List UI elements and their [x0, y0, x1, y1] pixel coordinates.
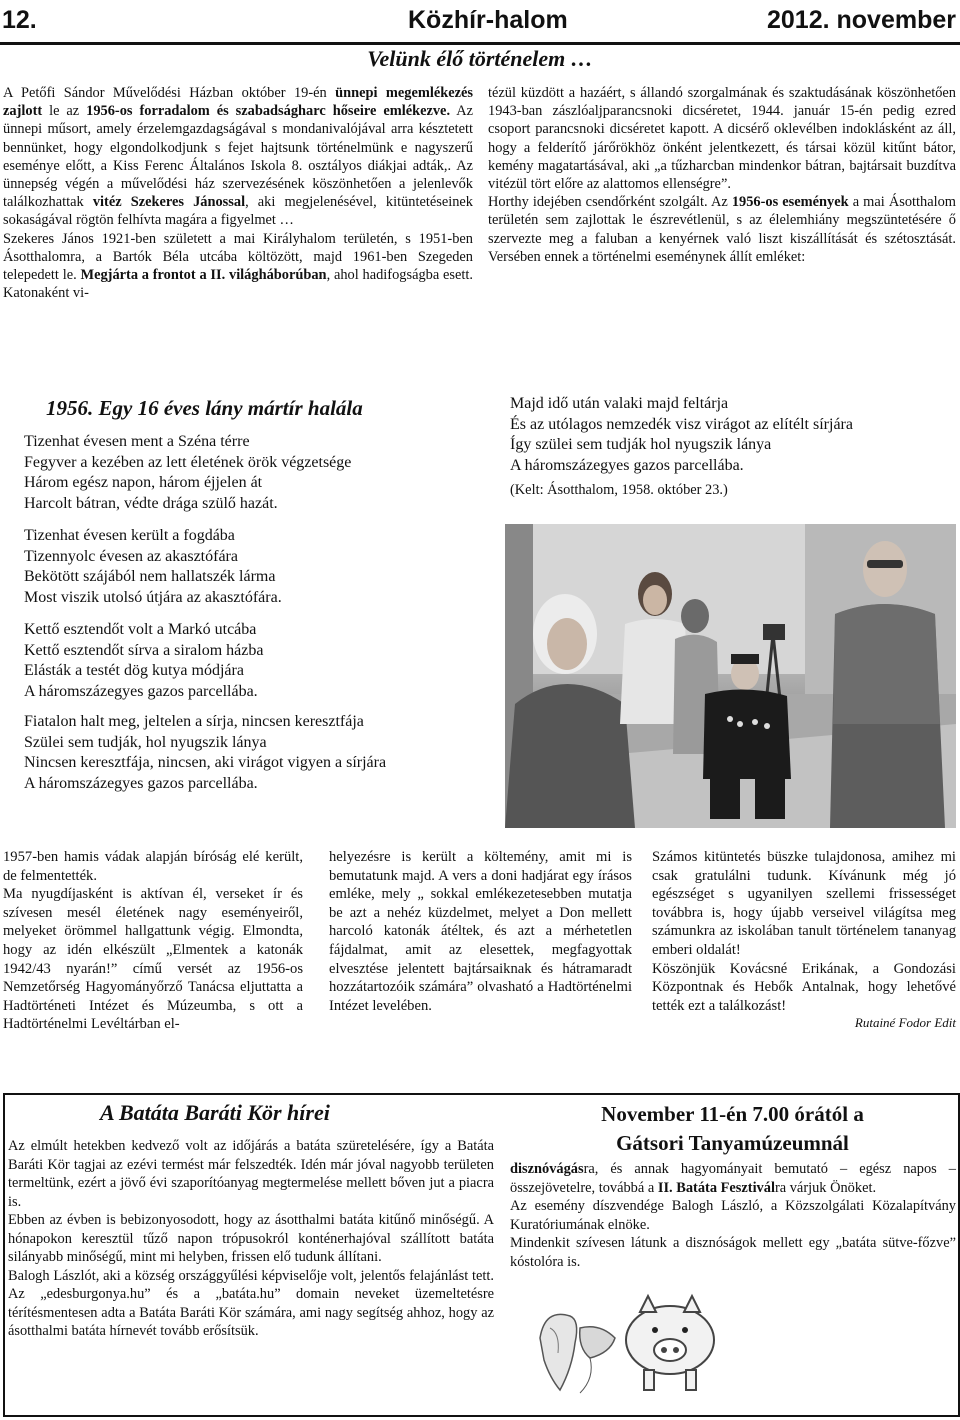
article-bio: Szekeres János 1921-ben született a mai Királyhalom területén, s 1951-ben Ásotthalomra, a Bartók Béla utcába költözött, majd 1961-ben Szegeden telepedett le. Megjárta a frontot a II. világháborúban, ahol hadifogságba esett. Katonaként vi-	[3, 230, 473, 302]
publication-title: Közhír-halom	[408, 6, 568, 34]
box-right-title-line: Gátsori Tanyamúzeumnál	[616, 1131, 849, 1155]
page-header	[0, 4, 960, 45]
pig-illustration	[610, 1290, 730, 1400]
poem-line: Kettő esztendőt sírva a siralom házba	[24, 641, 264, 659]
poem-line: Most viszik utolsó útjára az akasztófára.	[24, 588, 282, 606]
poem-line: Tizennyolc évesen az akasztófára	[24, 547, 238, 565]
photo-scene-icon	[505, 524, 956, 828]
poem-line: A háromszázegyes gazos parcellába.	[24, 682, 258, 700]
poem-line: És az utólagos nemzedék visz virágot az elítélt sírjára	[510, 415, 853, 433]
poem-continuation	[510, 394, 956, 501]
article-column-1	[3, 848, 303, 1034]
poem-line: Kettő esztendőt volt a Markó utcába	[24, 621, 257, 638]
poem-line: A háromszázegyes gazos parcellába.	[24, 774, 258, 792]
poem-origin: (Kelt: Ásotthalom, 1958. október 23.)	[510, 482, 728, 498]
article-horthy-text: Horthy idejében csendőrként szolgált. Az 1956-os események a mai Ásotthalom területén sem zajlottak le észrevétlenül, s az élelemhiány megszüntetésére ő szervezte meg a faluban a kenyérnek való liszt kiszállítását és szétosztását. Versében ennek a történelmi eseménynek állít emléket:	[488, 194, 956, 265]
poem-line: Elásták a testét dög kutya módjára	[24, 662, 244, 679]
author-signature: Rutainé Fodor Edit	[854, 1015, 956, 1031]
issue-date: 2012. november	[767, 6, 956, 34]
column-3-text: Számos kitüntetés büszke tulajdonosa, amihez mi csak gratulálni tudunk. Kívánunk még jó egészséget s ugyanilyen szellemi frissességet továbbra is, hogy újabb verseivel világítsa meg számunkra az iskolában tanult történelem tananyag emberi oldalát! Köszönjük Kovácsné Erikának, a Gondozási Központnak és Hebők Antalnak, hogy lehetővé tették ezt a találkozást!	[652, 849, 956, 1014]
column-2-text: helyezésre is került a költemény, amit mi is bemutatunk majd. A vers a doni hadjárat egy írásos emléke, mely „ sokkal emlékezetesebben mutatja be azt a nehéz küzdelmet, melyet a Don mellett harcoló katonák átéltek, és azt a mérhetetlen fájdalmat, amit az elesettek, megfagyottak elvesztése jelentett bajtársaiknak és hátramaradt hozzátartozóik számára” olvasható a Hadtörténelmi Intézet levelében.	[329, 849, 632, 1014]
poem-line: Majd idő után valaki majd feltárja	[510, 395, 729, 412]
poem-line: Nincsen keresztfája, nincsen, aki virágot vigyen a sírjára	[24, 754, 387, 771]
column-1-text: 1957-ben hamis vádak alapján bíróság elé került, de felmentették. Ma nyugdíjasként is aktívan él, verseket ír és szívesen mesél életének nagy eseményeiről, melyeket örömmel hallgattunk végig. Elmondta, hogy az idén elkészült „Elmentek a katonák 1942/43 nyarán!” című versét az 1956-os Nemzetőrség Hagyományőrző Tanácsa eljuttatta a Hadtörténeti Intézet és Múzeumba, s ott a Hadtörténelmi Levéltárban el-	[3, 849, 303, 1033]
poem-body	[24, 432, 494, 794]
poem-line: Fegyver a kezében az lett életének örök végzetsége	[24, 453, 352, 471]
poem-line: A háromszázegyes gazos parcellába.	[510, 456, 744, 474]
article-intro: A Petőfi Sándor Művelődési Házban október 19-én ünnepi megemlékezés zajlott le az 1956-os forradalom és szabadságharc hőseire emlékezve. Az ünnepi műsort, amely érzelemgazdagságával s mondanivalójával arra késztetett bennünket, hogy elgondolkodjunk s fejet hajtsunk történelmünk e nagyszerű eseménye előtt, a Kiss Ferenc Általános Iskola 8. osztályos diákjai adták,. Az ünnepség végén a művelődési ház szervezésének köszönhetően a jelenlevők találkozhattak vitéz Szekeres Jánossal, aki megjelenésével, kitüntetéseinek sokaságával rögtön felhívta magára a figyelmet …	[3, 85, 473, 229]
box-right-text: disznóvágásra, és annak hagyományait bemutató – egész napos – összejövetelre, továbbá a II. Batáta Fesztiválra várjuk Önöket. Az esemény díszvendége Balogh László, a Közszolgálati Közalapítvány Kuratóriumának elnöke. Mindenkit szívesen látunk a disznóságok mellett egy „batáta sütve-főzve” kóstolóra is.	[510, 1161, 956, 1270]
pig-icon	[610, 1290, 730, 1400]
article-right-column	[488, 84, 956, 266]
poem-line: Tizenhat évesen került a fogdába	[24, 527, 235, 544]
box-left-title: A Batáta Baráti Kör hírei	[100, 1100, 330, 1125]
article-column-2	[329, 848, 632, 1015]
box-left-text: Az elmúlt hetekben kedvező volt az időjárás a batáta szüretelésére, így a Batáta Baráti Kör tagjai az ezévi termést már felszedték. Idén már jóval nagyobb területen termeltünk, ezért a jövő évi szaporítóanyag megtermelése mellett bőven jut a piacra is. Ebben az évben is bebizonyosodott, hogy az ásotthalmi batáta kitűnő minőségű. A hónapokon keresztül tűző napon trópusokról konténerhajóval szállított batáta silányabb minőségű, mint mi helyben, frissen elő tudunk állítani. Balogh Lászlót, aki a község országgyűlési képviselője volt, jelentős felajánlást tett. Az „edesburgonya.hu” és a „batáta.hu” domain neveket üzemeltetésre térítésmentesen adta a Batáta Baráti Kör számára, ami nagy segítség ahhoz, hogy az ásotthalmi batáta hírnevét tovább erősítsük.	[8, 1138, 494, 1339]
article-right-text: tézül küzdött a hazáért, s állandó szorgalmának és szaktudásának köszönhetően 1943-ban zászlóaljparancsnoki dicséretet, 1944. január 15-én pedig ezred csoport parancsnoki dicséretet kapott. A dicsérő oklevélben indoklásként az áll, hogy a felderítő járőrökhöz önként jelentkezett, és társai közül kitűnt bátor, kemény magatartásával, aki „a tűzharcban mindenkor bátran, bajtársait buzdítva vitézül tört előre az alattomos ellenségre”.	[488, 85, 956, 193]
poem-line: Harcolt bátran, védte drága szülő hazát.	[24, 494, 278, 512]
article-column-3	[652, 848, 956, 1031]
poem-stanza	[24, 432, 494, 514]
box-right-column	[510, 1160, 956, 1271]
poem-line: Így szülei sem tudják hol nyugszik lánya	[510, 436, 772, 453]
poem-line: Tizenhat évesen ment a Széna térre	[24, 433, 250, 450]
article-intro-column	[3, 84, 473, 302]
box-right-title-line: November 11-én 7.00 órától a	[601, 1102, 864, 1126]
poem-line: Bekötött szájából nem hallatszék lárma	[24, 568, 276, 585]
section-subtitle: Velünk élő történelem …	[367, 46, 593, 71]
poem-title: 1956. Egy 16 éves lány mártír halála	[46, 396, 363, 420]
poem-stanza	[24, 620, 494, 702]
poem-line: Fiatalon halt meg, jeltelen a sírja, nincsen keresztfája	[24, 713, 364, 730]
box-right-title	[510, 1100, 955, 1158]
poem-stanza	[24, 526, 494, 608]
page-number: 12.	[2, 6, 37, 34]
box-left-column	[8, 1137, 494, 1341]
poem-line: Szülei sem tudják, hol nyugszik lánya	[24, 733, 267, 751]
poem-line: Három egész napon, három éjjelen át	[24, 474, 263, 491]
veteran-ceremony-photo	[505, 524, 956, 828]
poem-stanza	[24, 712, 494, 794]
